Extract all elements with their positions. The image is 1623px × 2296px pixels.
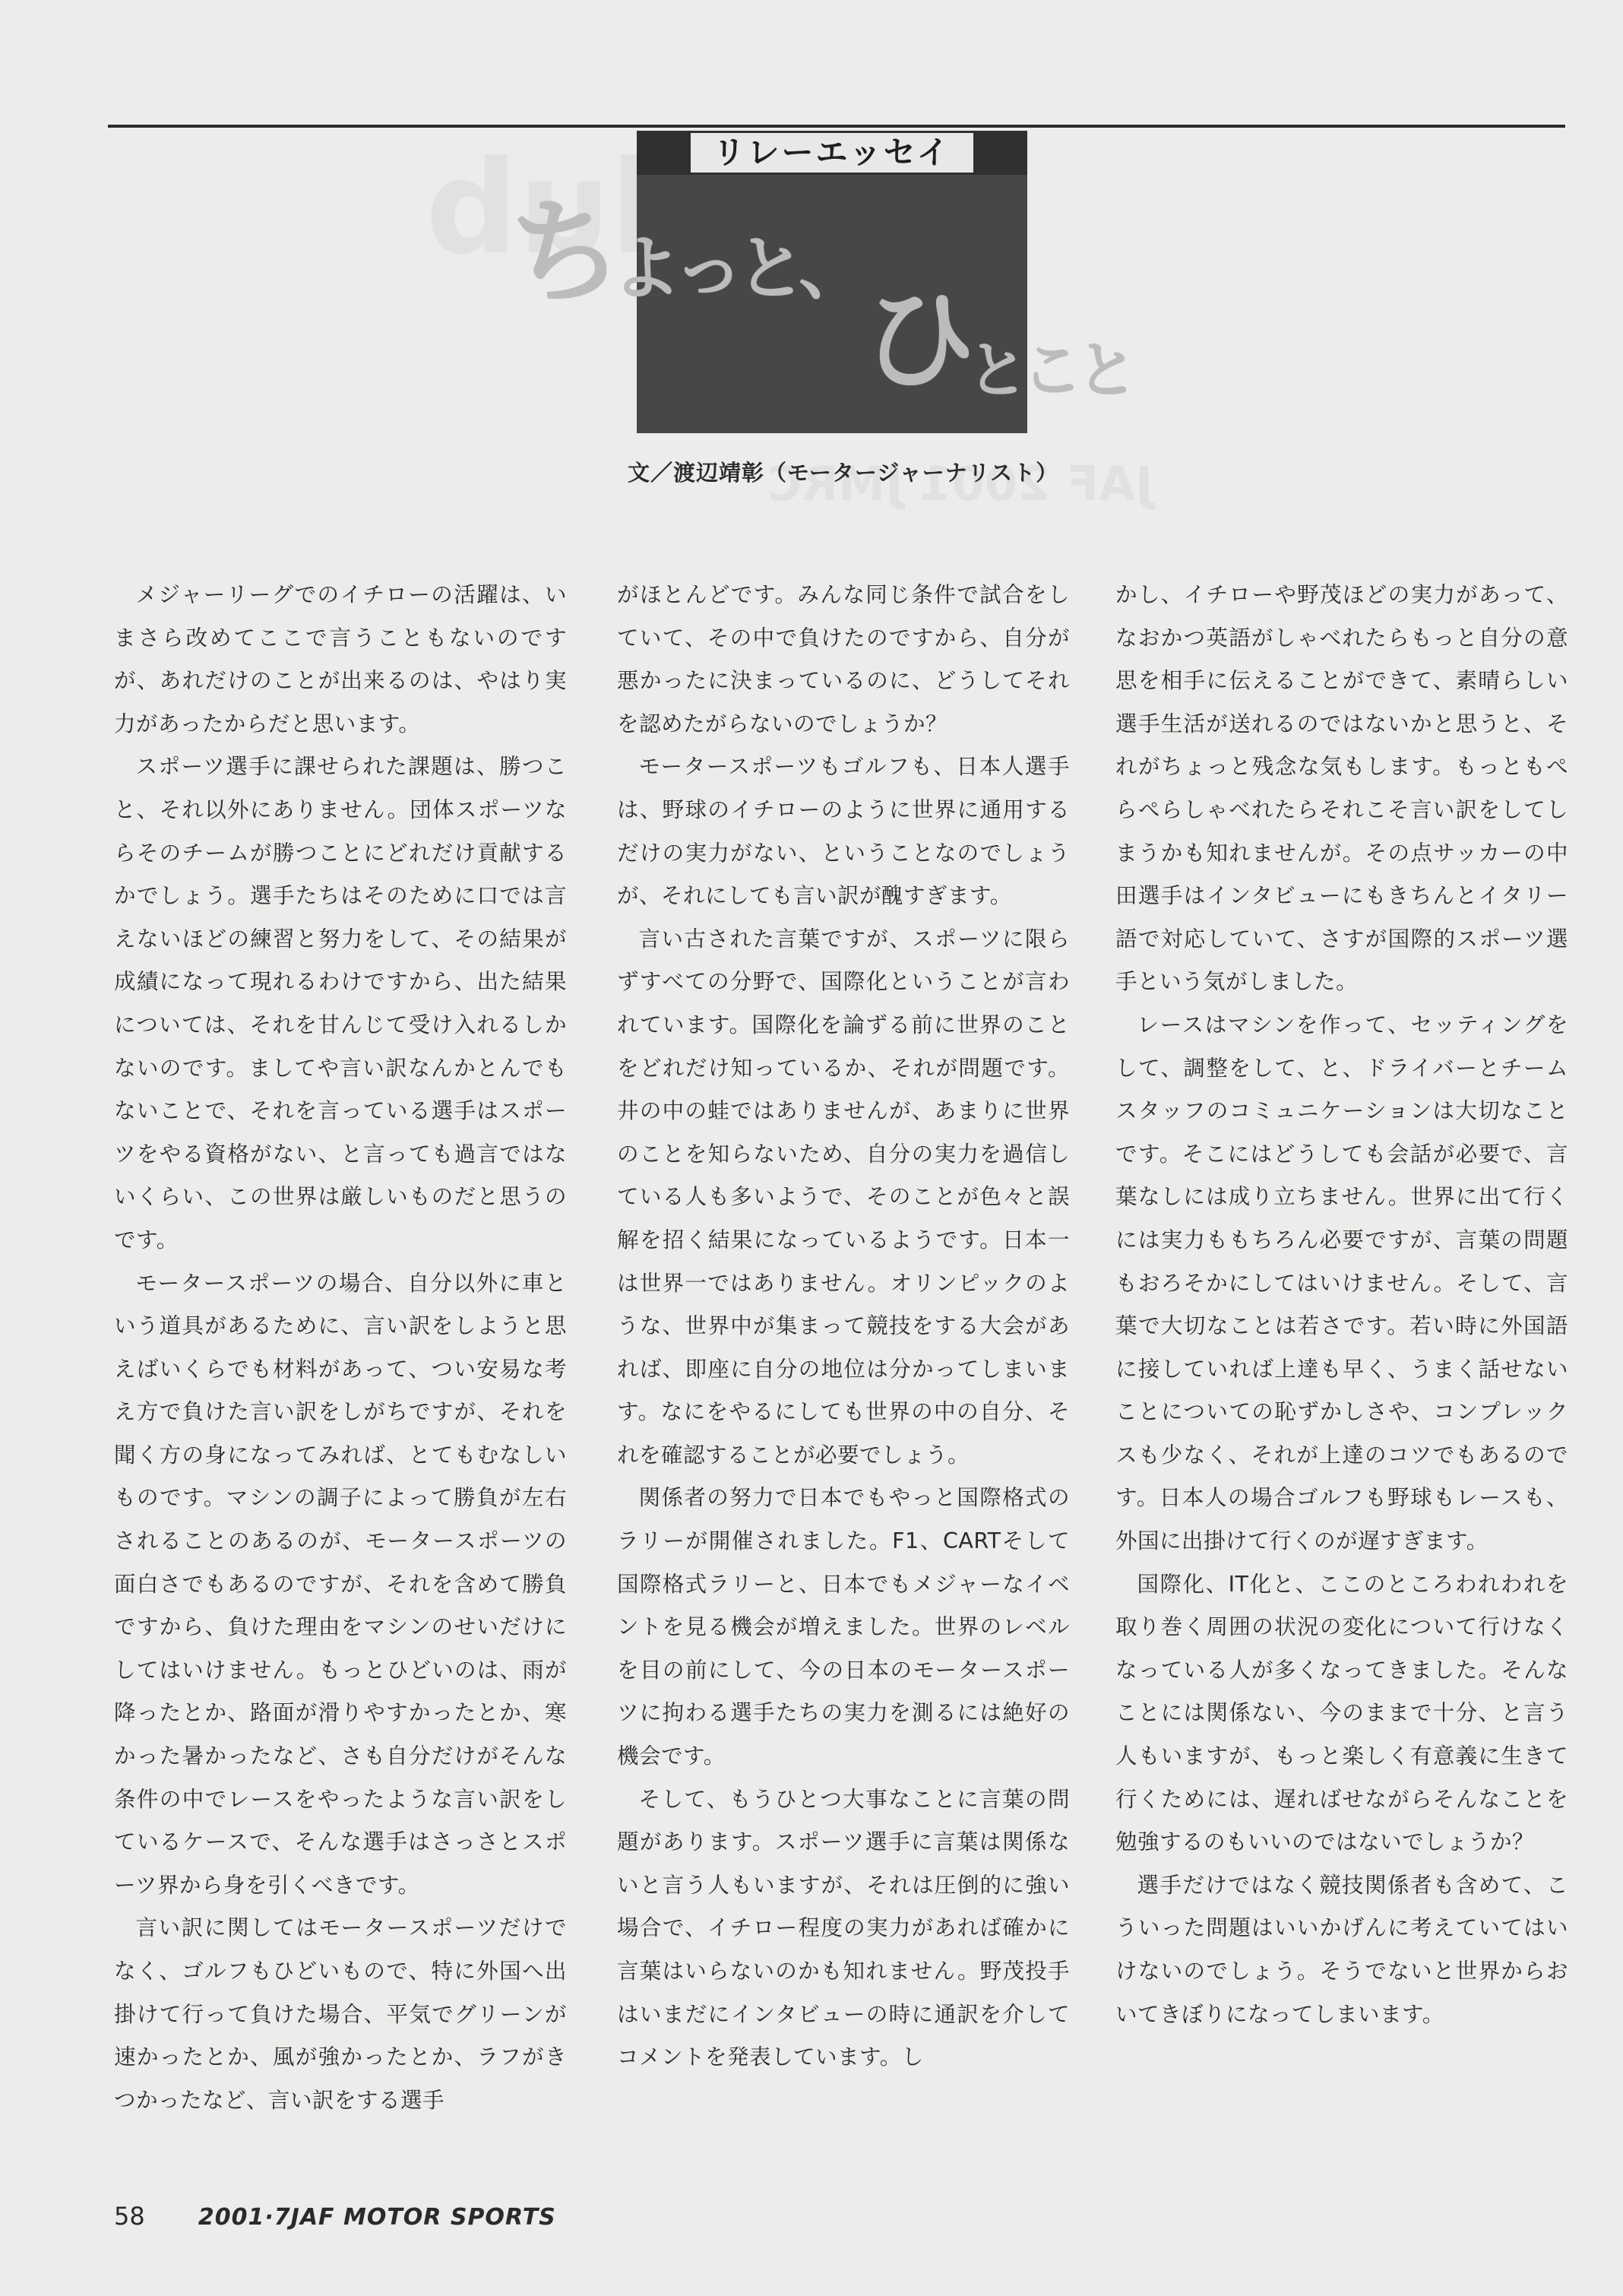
paragraph: メジャーリーグでのイチローの活躍は、いまさら改めてここで言うこともないのですが、あれだけのことが出来るのは、やはり実力があったからだと思います。 xyxy=(114,582,567,736)
paragraph: 言い訳に関してはモータースポーツだけでなく、ゴルフもひどいもので、特に外国へ出掛けて行って負けた場合、平気でグリーンが速かったとか、風が強かったとか、ラフがきつかったなど、言い訳をする選手 xyxy=(114,1915,567,2113)
paragraph: そして、もうひとつ大事なことに言葉の問題があります。スポーツ選手に言葉は関係ないと言う人もいますが、それは圧倒的に強い場合で、イチロー程度の実力があれば確かに言葉はいらないのかも知れません。野茂投手はいまだにインタビューの時に通訳を介してコメントを発表しています。し xyxy=(617,1786,1070,2070)
headline-part: ち xyxy=(509,187,618,319)
article-column-1 xyxy=(114,574,567,2122)
magazine-title: 2001·7JAF MOTOR SPORTS xyxy=(198,2204,556,2231)
paragraph: 選手だけではなく競技関係者も含めて、こういった問題はいいかげんに考えていてはいけないのでしょう。そうでないと世界からおいてきぼりになってしまいます。 xyxy=(1115,1872,1568,2027)
headline xyxy=(509,187,1193,424)
paragraph: スポーツ選手に課せられた課題は、勝つこと、それ以外にありません。団体スポーツならそのチームが勝つことにどれだけ貢献するかでしょう。選手たちはそのために口では言えないほどの練習と努力をして、その結果が成績になって現れるわけですから、出た結果については、それを甘んじて受け入れるしかないのです。ましてや言い訳なんかとんでもないことで、それを言っている選手はスポーツをやる資格がない、と言っても過言ではないくらい、この世界は厳しいものだと思うのです。 xyxy=(114,754,567,1253)
article-column-3 xyxy=(1115,574,1568,2036)
paragraph: 言い古された言葉ですが、スポーツに限らずすべての分野で、国際化ということが言われています。国際化を論ずる前に世界のことをどれだけ知っているか、それが問題です。井の中の蛙ではありませんが、あまりに世界のことを知らないため、自分の実力を過信している人も多いようで、そのことが色々と誤解を招く結果になっているようです。日本一は世界一ではありません。オリンピックのような、世界中が集まって競技をする大会があれば、即座に自分の地位は分かってしまいます。なにをやるにしても世界の中の自分、それを確認することが必要でしょう。 xyxy=(617,926,1070,1468)
paragraph: モータースポーツもゴルフも、日本人選手は、野球のイチローのように世界に通用するだけの実力がない、ということなのでしょうが、それにしても言い訳が醜すぎます。 xyxy=(617,754,1070,909)
page-number: 58 xyxy=(114,2202,145,2231)
paragraph: モータースポーツの場合、自分以外に車という道具があるために、言い訳をしようと思えばいくらでも材料があって、つい安易な考え方で負けた言い訳をしがちですが、それを聞く方の身になってみれば、とてもむなしいものです。マシンの調子によって勝負が左右されることのあるのが、モータースポーツの面白さでもあるのですが、それを含めて勝負ですから、負けた理由をマシンのせいだけにしてはいけません。もっとひどいのは、雨が降ったとか、路面が滑りやすかったとか、寒かった暑かったなど、さも自分だけがそんな条件の中でレースをやったような言い訳をしているケースで、そんな選手はさっさとスポーツ界から身を引くべきです。 xyxy=(114,1270,567,1898)
paragraph: 関係者の努力で日本でもやっと国際格式のラリーが開催されました。F1、CARTそして国際格式ラリーと、日本でもメジャーなイベントを見る機会が増えました。世界のレベルを目の前にして、今の日本のモータースポーツに拘わる選手たちの実力を測るには絶好の機会です。 xyxy=(617,1485,1070,1769)
paragraph: がほとんどです。みんな同じ条件で試合をしていて、その中で負けたのですから、自分が悪かったに決まっているのに、どうしてそれを認めたがらないのでしょうか？ xyxy=(617,582,1070,736)
byline: 文／渡辺靖彰（モータージャーナリスト） xyxy=(628,460,1059,486)
headline-part: とこと xyxy=(967,335,1131,406)
headline-part: ひ xyxy=(862,274,971,407)
headline-part: よっと、 xyxy=(612,228,862,309)
header-rule xyxy=(108,125,1565,128)
paragraph: 国際化、IT化と、ここのところわれわれを取り巻く周囲の状況の変化について行けなくなっている人が多くなってきました。そんなことには関係ない、今のままで十分、と言う人もいますが、もっと楽しく有意義に生きて行くためには、遅ればせながらそんなことを勉強するのもいいのではないでしょうか？ xyxy=(1115,1571,1568,1855)
page-footer xyxy=(114,2202,556,2231)
paragraph: かし、イチローや野茂ほどの実力があって、なおかつ英語がしゃべれたらもっと自分の意思を相手に伝えることができて、素晴らしい選手生活が送れるのではないかと思うと、それがちょっと残念な気もします。もっともぺらぺらしゃべれたらそれこそ言い訳をしてしまうかも知れませんが。その点サッカーの中田選手はインタビューにもきちんとイタリー語で対応していて、さすが国際的スポーツ選手という気がしました。 xyxy=(1115,582,1568,995)
series-label: リレーエッセイ xyxy=(691,133,974,173)
series-label-tab xyxy=(637,131,1027,175)
paragraph: レースはマシンを作って、セッティングをして、調整をして、と、ドライバーとチームスタッフのコミュニケーションは大切なことです。そこにはどうしても会話が必要で、言葉なしには成り立ちません。世界に出て行くには実力ももちろん必要ですが、言葉の問題もおろそかにしてはいけません。そして、言葉で大切なことは若さです。若い時に外国語に接していれば上達も早く、うまく話せないことについての恥ずかしさや、コンプレックスも少なく、それが上達のコツでもあるのです。日本人の場合ゴルフも野球もレースも、外国に出掛けて行くのが遅すぎます。 xyxy=(1115,1012,1568,1554)
article-column-2 xyxy=(617,574,1070,2079)
